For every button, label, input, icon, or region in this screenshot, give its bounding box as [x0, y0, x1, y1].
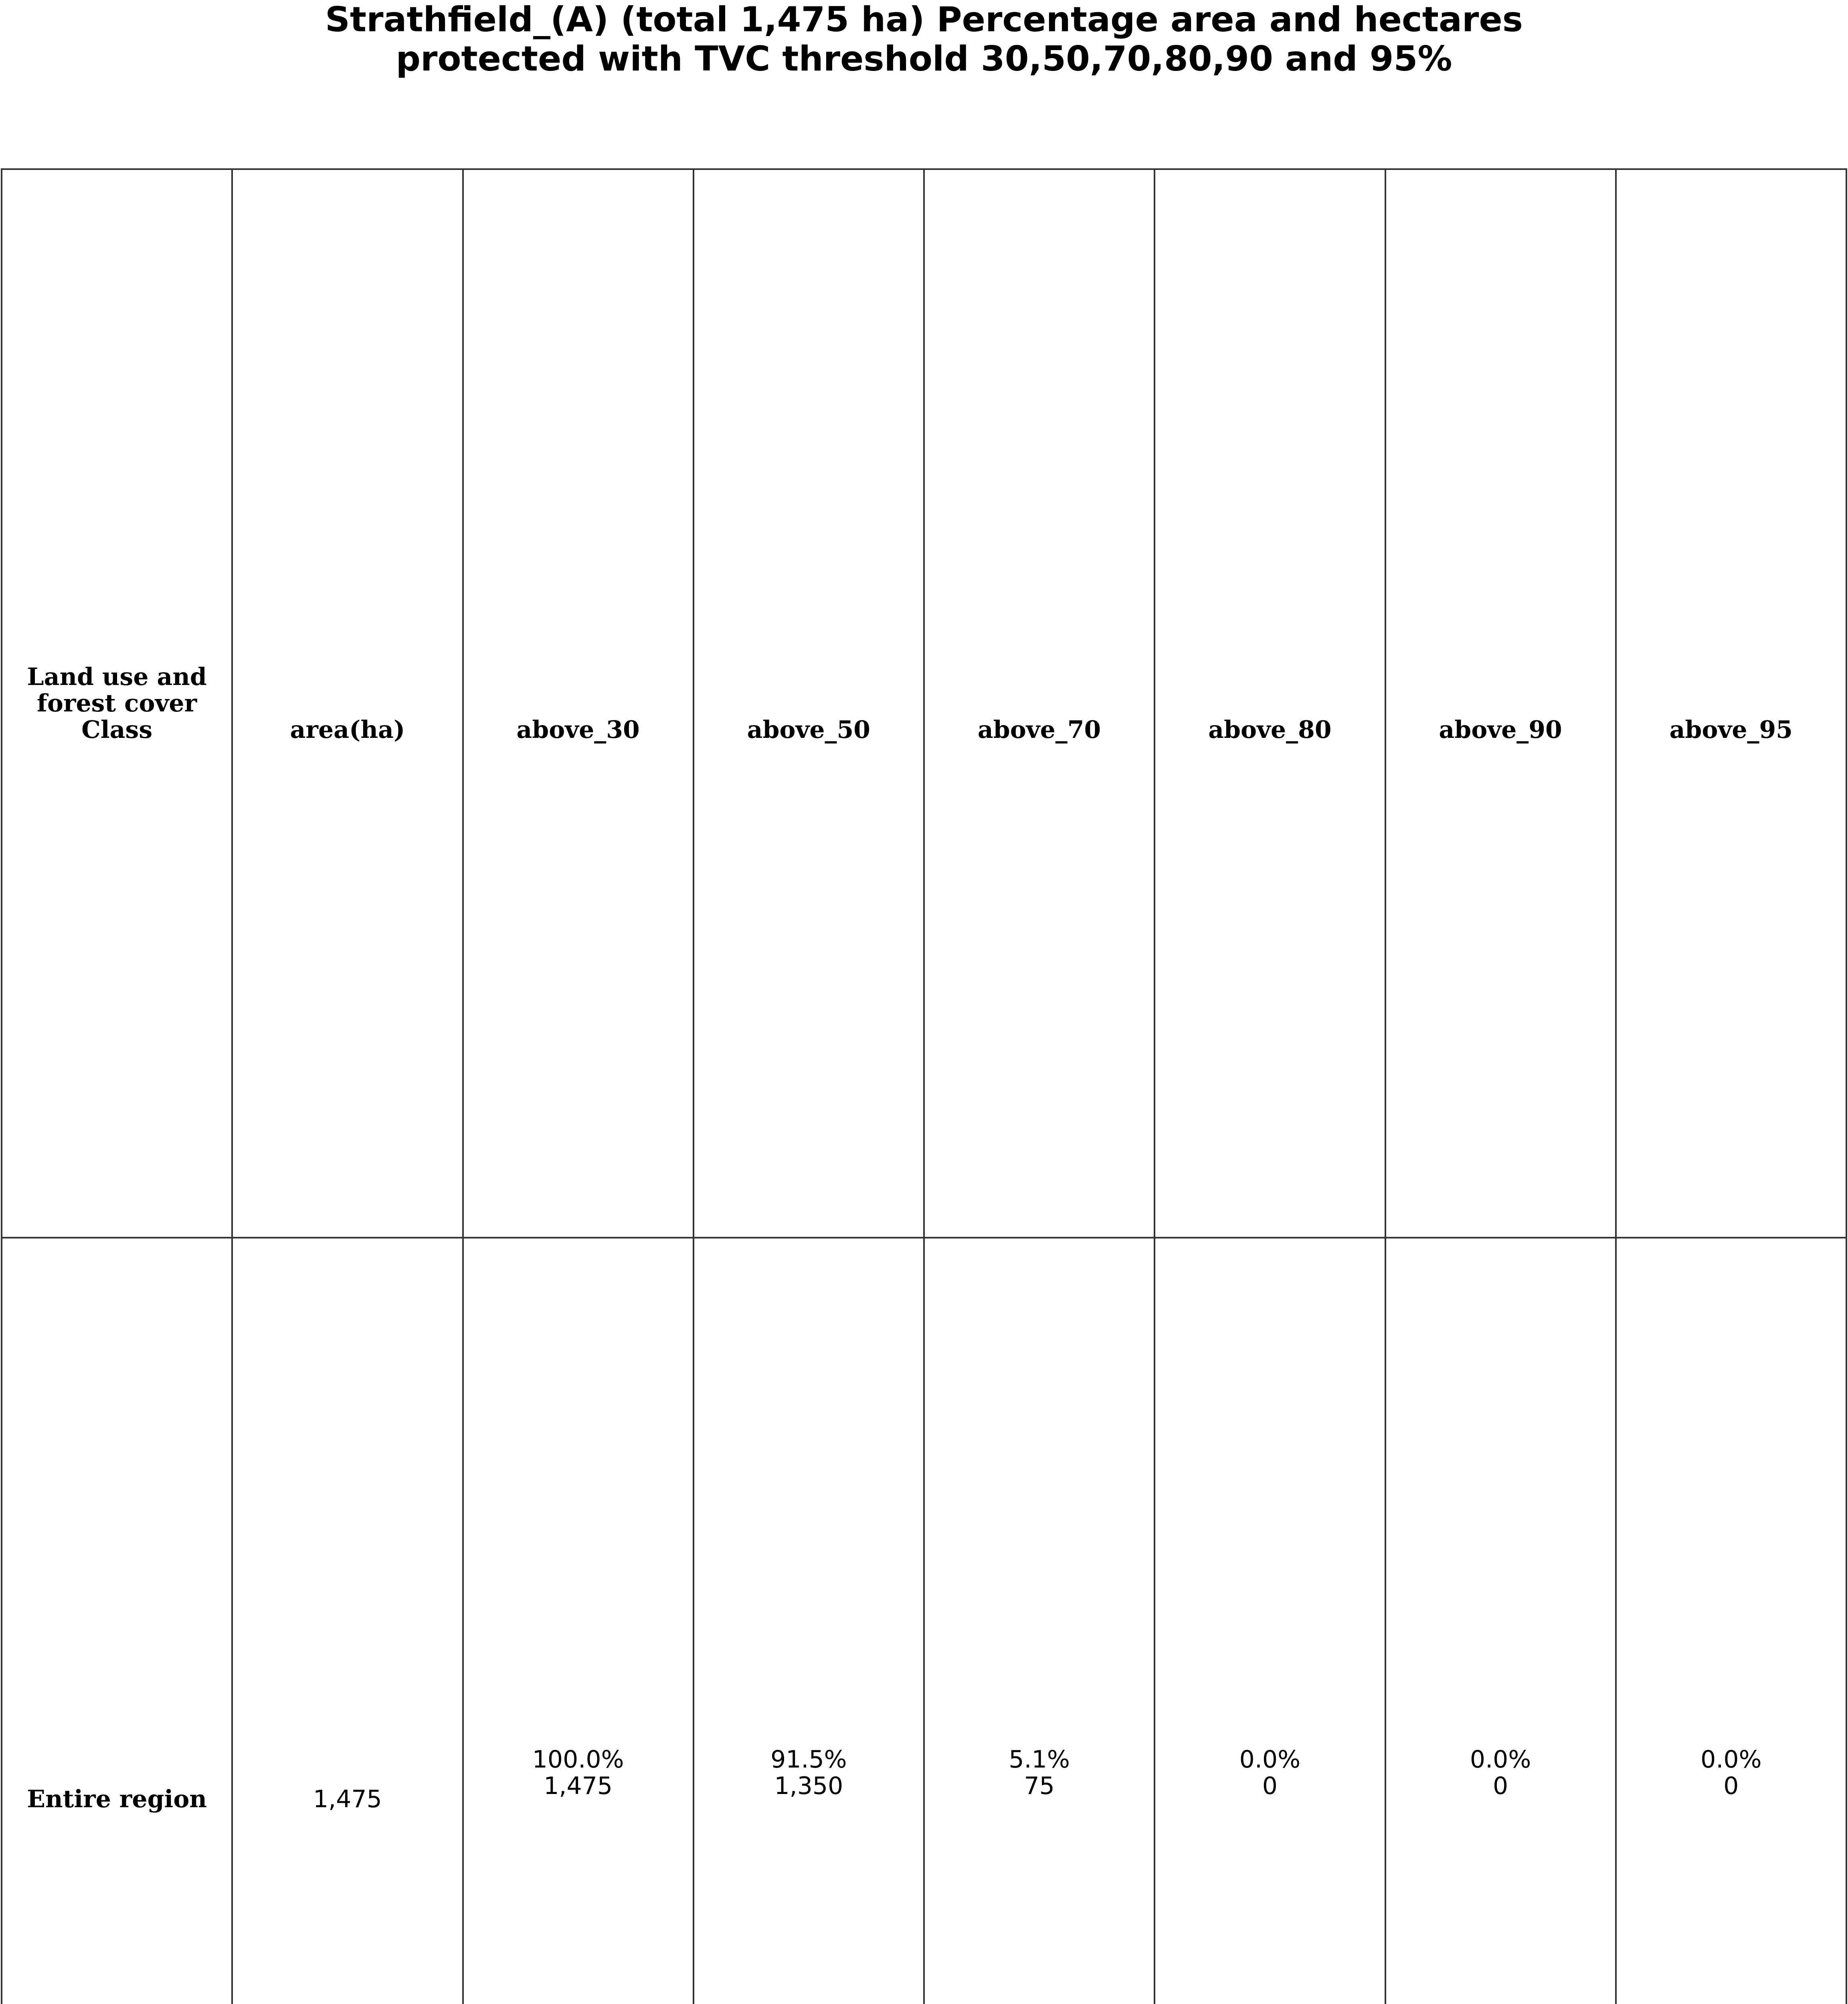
row-above-90: [1385, 1238, 1616, 2004]
ha-value: 1,350: [774, 1772, 843, 1800]
header-area: area(ha): [232, 169, 463, 1238]
pct-value: 5.1%: [1009, 1745, 1070, 1774]
ha-value: 0: [1493, 1772, 1508, 1800]
header-above-90: above_90: [1385, 169, 1616, 1238]
pct-value: 0.0%: [1470, 1745, 1531, 1774]
row-above-70: [924, 1238, 1154, 2004]
row-above-80: [1154, 1238, 1385, 2004]
header-class: Land use and forest cover Class: [2, 169, 232, 1238]
table-row: [2, 1238, 1846, 2004]
table-header-row: [2, 169, 1846, 1238]
header-above-70: above_70: [924, 169, 1154, 1238]
header-above-80: above_80: [1154, 169, 1385, 1238]
row-class: Entire region: [2, 1238, 232, 2004]
header-above-50: above_50: [694, 169, 924, 1238]
pct-value: 100.0%: [532, 1745, 624, 1774]
title-line-1: Strathfield_(A) (total 1,475 ha) Percentage area and hectares: [325, 0, 1523, 40]
ha-value: 75: [1024, 1772, 1055, 1800]
header-above-95: above_95: [1616, 169, 1846, 1238]
pct-value: 0.0%: [1239, 1745, 1301, 1774]
pct-value: 0.0%: [1700, 1745, 1762, 1774]
header-above-30: above_30: [463, 169, 694, 1238]
tvc-threshold-table: [1, 168, 1847, 2004]
row-area: 1,475: [232, 1238, 463, 2004]
row-above-50: [694, 1238, 924, 2004]
pct-value: 91.5%: [770, 1745, 847, 1774]
page-title: [0, 0, 1848, 79]
ha-value: 0: [1723, 1772, 1739, 1800]
ha-value: 0: [1262, 1772, 1278, 1800]
ha-value: 1,475: [544, 1772, 613, 1800]
row-above-30: [463, 1238, 694, 2004]
row-above-95: [1616, 1238, 1846, 2004]
title-line-2: protected with TVC threshold 30,50,70,80,90 and 95%: [396, 39, 1452, 79]
